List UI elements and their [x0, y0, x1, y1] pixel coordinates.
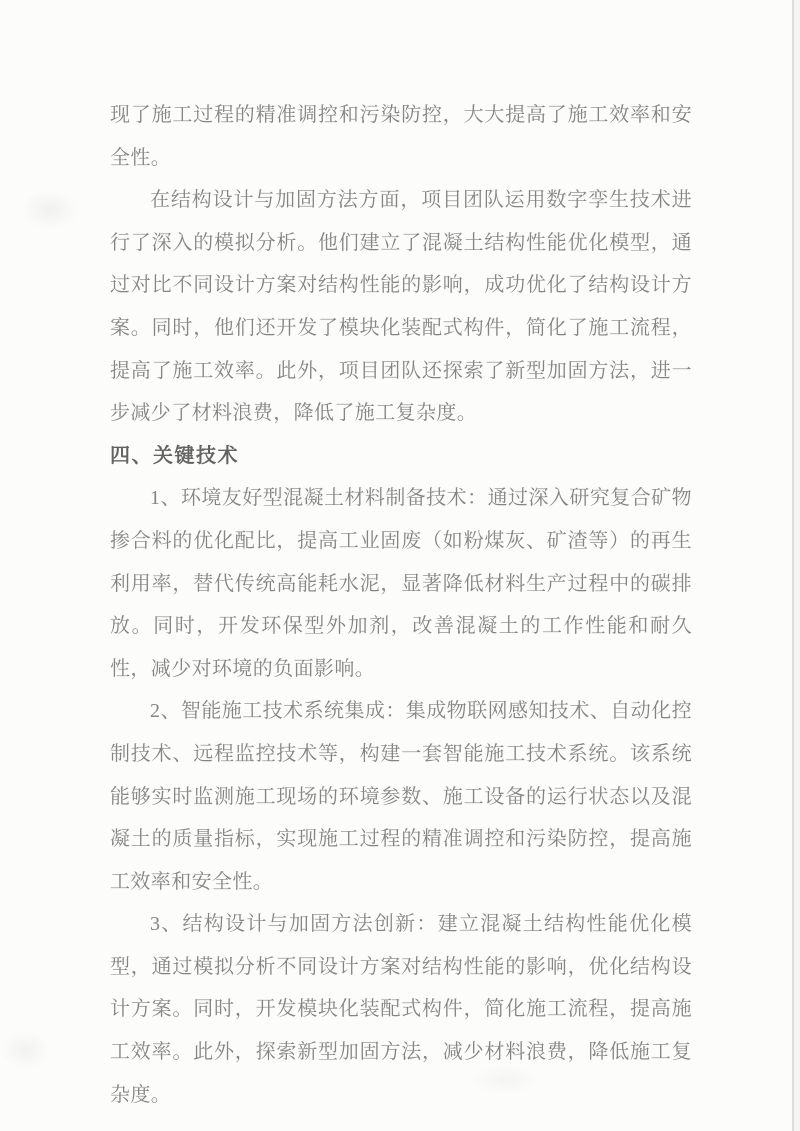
- scan-smudge: [20, 190, 80, 230]
- section-heading: 四、关键技术: [110, 444, 239, 467]
- paragraph: 3、结构设计与加固方法创新：建立混凝土结构性能优化模型，通过模拟分析不同设计方案对结构性能的影响，优化结构设计方案。同时，开发模块化装配式构件，简化施工流程，提高施工效率。此外，探索新型加固方法，减少材料浪费，降低施工复杂度。: [110, 913, 692, 1106]
- document-body: [110, 94, 692, 1116]
- paragraph: 在结构设计与加固方法方面，项目团队运用数字孪生技术进行了深入的模拟分析。他们建立了混凝土结构性能优化模型，通过对比不同设计方案对结构性能的影响，成功优化了结构设计方案。同时，他们还开发了模块化装配式构件，简化了施工流程，提高了施工效率。此外，项目团队还探索了新型加固方法，进一步减少了材料浪费，降低了施工复杂度。: [110, 189, 692, 425]
- paragraph: 1、环境友好型混凝土材料制备技术：通过深入研究复合矿物掺合料的优化配比，提高工业固废（如粉煤灰、矿渣等）的再生利用率，替代传统高能耗水泥，显著降低材料生产过程中的碳排放。同时，开发环保型外加剂，改善混凝土的工作性能和耐久性，减少对环境的负面影响。: [110, 487, 692, 680]
- page-edge-strip: [794, 0, 800, 1131]
- paragraph: 2、智能施工技术系统集成：集成物联网感知技术、自动化控制技术、远程监控技术等，构建一套智能施工技术系统。该系统能够实时监测施工现场的环境参数、施工设备的运行状态以及混凝土的质量指标，实现施工过程的精准调控和污染防控，提高施工效率和安全性。: [110, 700, 692, 893]
- scan-smudge: [0, 1030, 50, 1070]
- paragraph-continuation: 现了施工过程的精准调控和污染防控，大大提高了施工效率和安全性。: [110, 104, 692, 169]
